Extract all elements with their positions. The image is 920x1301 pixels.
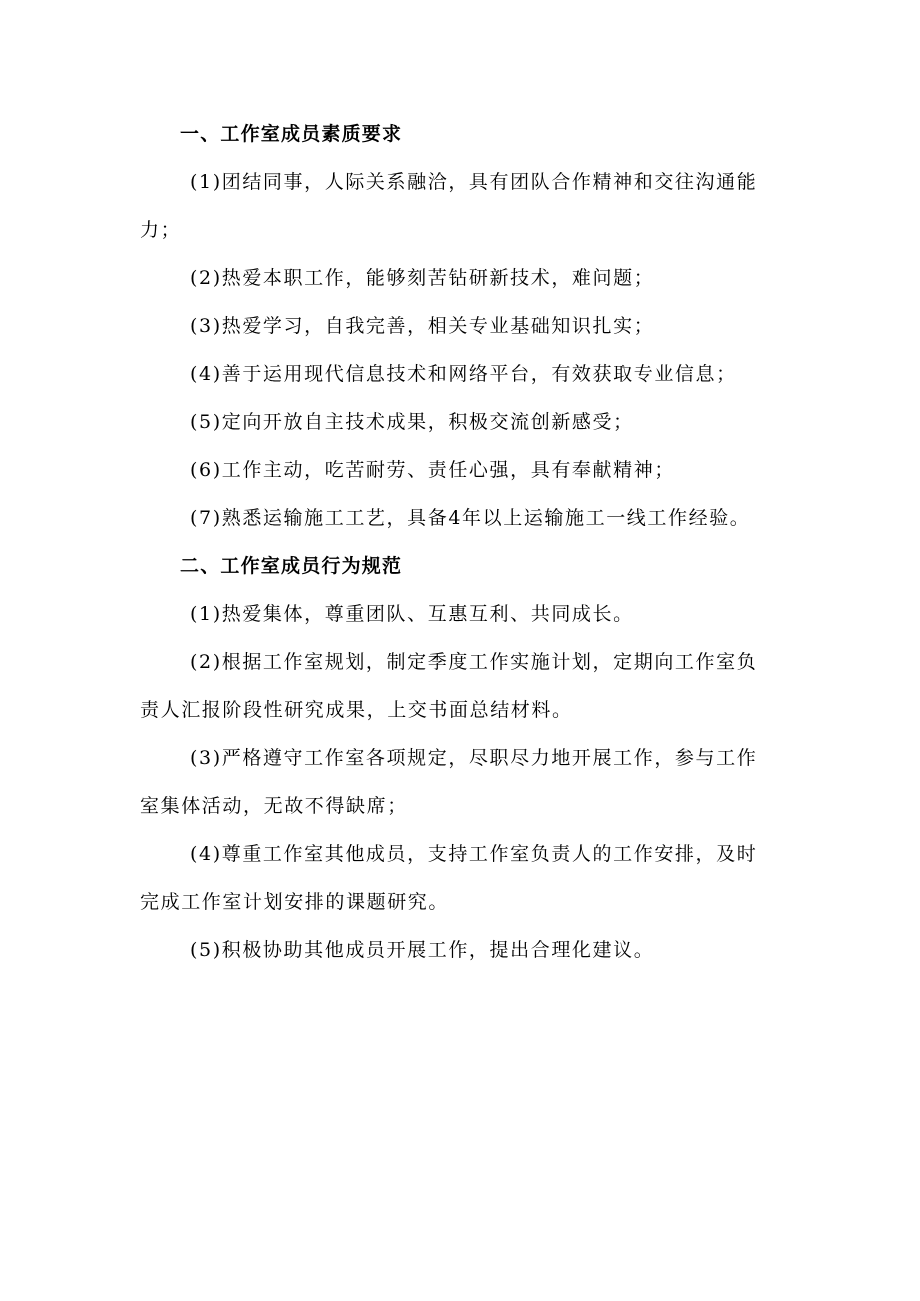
- list-item-quality-5: (5)定向开放自主技术成果，积极交流创新感受；: [190, 411, 634, 433]
- list-item-conduct-3-cont: 室集体活动，无故不得缺席；: [140, 795, 408, 817]
- list-item-quality-1: (1)团结同事，人际关系融洽，具有团队合作精神和交往沟通能: [190, 171, 758, 193]
- list-item-quality-3: (3)热爱学习，自我完善，相关专业基础知识扎实；: [190, 315, 655, 337]
- document-body: [140, 110, 780, 974]
- list-item-conduct-2: (2)根据工作室规划，制定季度工作实施计划，定期向工作室负: [190, 651, 758, 673]
- list-item-conduct-5: (5)积极协助其他成员开展工作，提出合理化建议。: [190, 939, 655, 961]
- list-item-quality-6: (6)工作主动，吃苦耐劳、责任心强，具有奉献精神；: [190, 459, 675, 481]
- list-item-quality-1-cont: 力；: [140, 219, 182, 241]
- list-item-quality-7: (7)熟悉运输施工工艺，具备4年以上运输施工一线工作经验。: [190, 507, 751, 529]
- list-item-conduct-2-cont: 责人汇报阶段性研究成果，上交书面总结材料。: [140, 699, 573, 721]
- list-item-conduct-4-cont: 完成工作室计划安排的课题研究。: [140, 891, 450, 913]
- list-item-conduct-1: (1)热爱集体，尊重团队、互惠互利、共同成长。: [190, 603, 634, 625]
- list-item-conduct-3: (3)严格遵守工作室各项规定，尽职尽力地开展工作，参与工作: [190, 747, 758, 769]
- section-heading-quality: 一、工作室成员素质要求: [180, 123, 403, 145]
- list-item-quality-2: (2)热爱本职工作，能够刻苦钻研新技术，难问题；: [190, 267, 655, 289]
- list-item-quality-4: (4)善于运用现代信息技术和网络平台，有效获取专业信息；: [190, 363, 737, 385]
- section-heading-conduct: 二、工作室成员行为规范: [180, 555, 403, 577]
- list-item-conduct-4: (4)尊重工作室其他成员，支持工作室负责人的工作安排，及时: [190, 843, 758, 865]
